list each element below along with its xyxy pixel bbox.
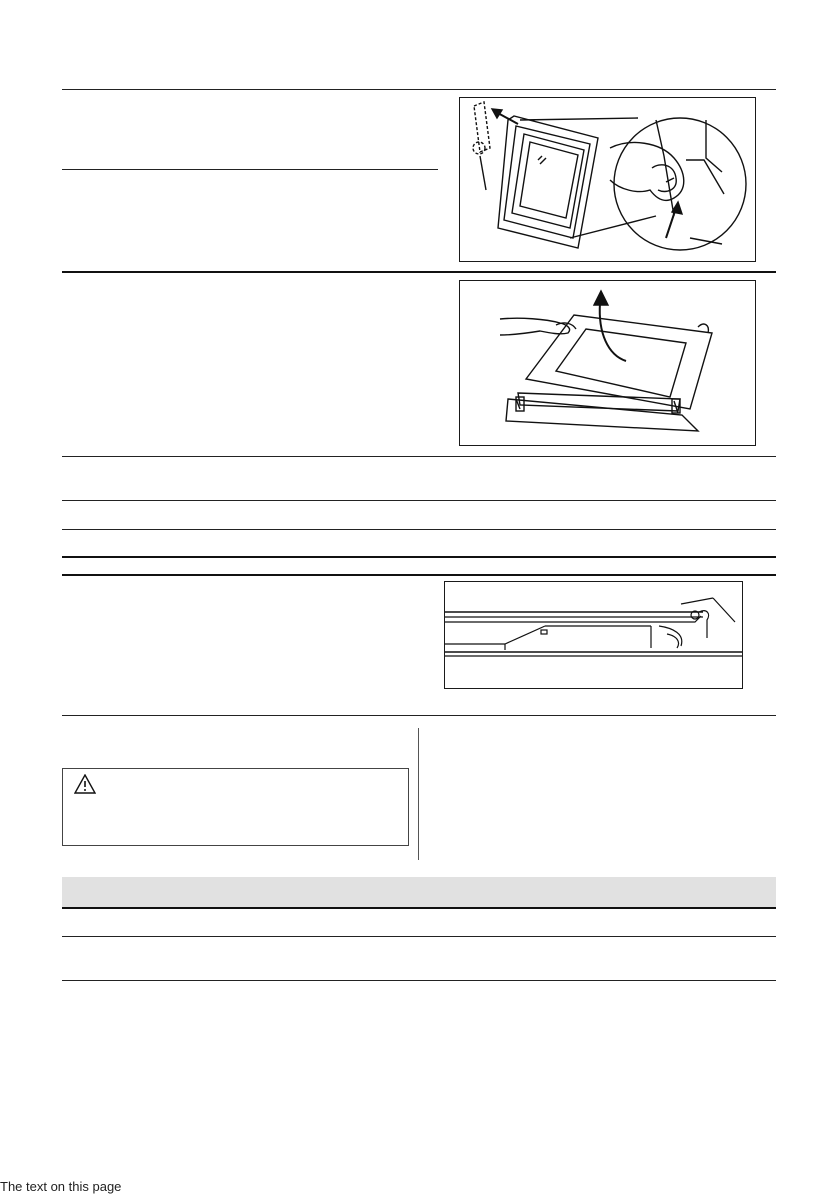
door-glass-release-illustration	[459, 97, 756, 262]
section-divider	[62, 529, 776, 530]
door-glass-lift-illustration	[459, 280, 756, 446]
warning-box	[62, 768, 409, 846]
warning-triangle-icon	[74, 774, 96, 794]
section-divider	[62, 89, 776, 90]
section-divider	[62, 456, 776, 457]
footer-text: The text on this page	[0, 1179, 122, 1194]
section-divider	[62, 980, 776, 981]
door-seal-position-illustration	[444, 581, 743, 689]
section-divider	[62, 936, 776, 937]
section-divider	[62, 169, 438, 170]
section-divider	[62, 715, 776, 716]
section-divider	[62, 556, 776, 558]
table-header	[62, 877, 776, 909]
column-divider	[418, 728, 419, 860]
section-divider	[62, 500, 776, 501]
section-divider	[62, 271, 776, 273]
section-divider	[62, 574, 776, 576]
